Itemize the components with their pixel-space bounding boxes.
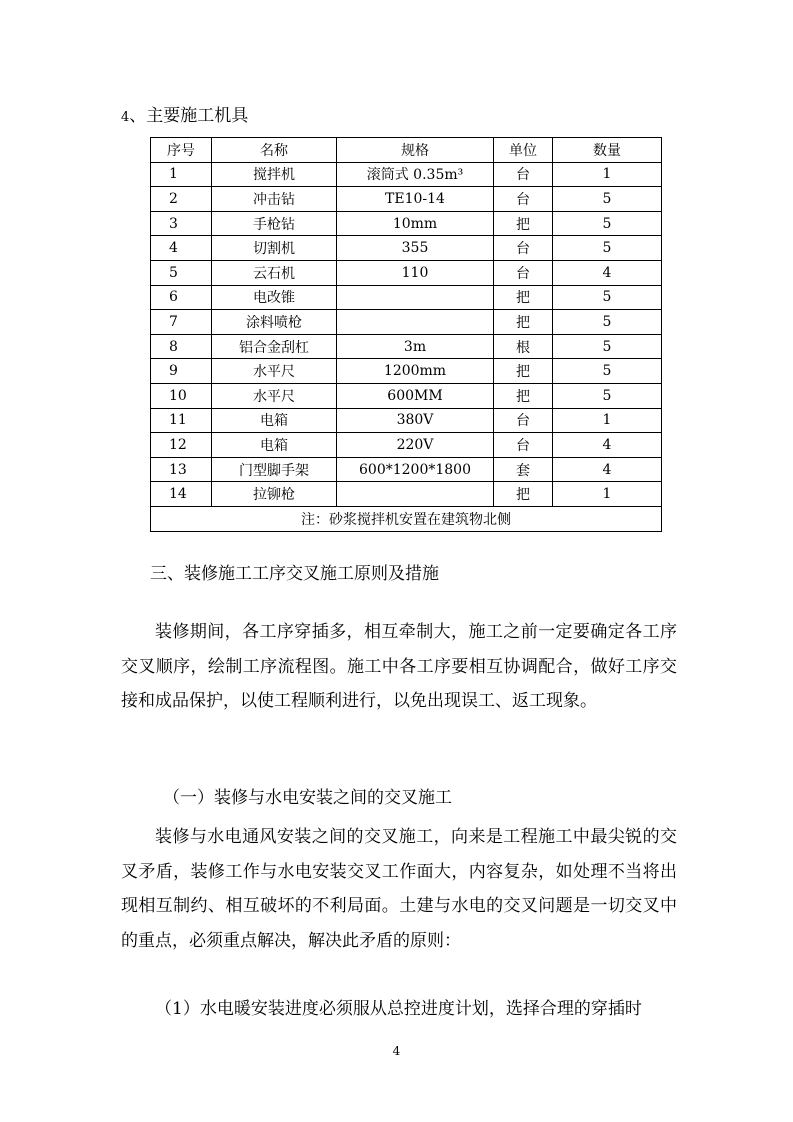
cell-unit: 把 <box>494 359 553 384</box>
cell-unit: 把 <box>494 482 553 507</box>
cell-spec: 1200mm <box>337 359 494 384</box>
cell-index: 2 <box>151 187 212 212</box>
cell-quantity: 5 <box>553 211 662 236</box>
cell-name: 电改锥 <box>212 285 337 310</box>
cell-spec: 220V <box>337 433 494 458</box>
cell-unit: 套 <box>494 457 553 482</box>
paragraph-cross-construction: 装修与水电通风安装之间的交叉施工，向来是工程施工中最尖锐的交叉矛盾，装修工作与水电安装交叉工作面大，内容复杂，如处理不当将出现相互制约、相互破坏的不利局面。土建与水电的交叉问题是一切交叉中的重点，必须重点解决，解决此矛盾的原则： <box>121 827 677 951</box>
table-header-row <box>151 138 662 163</box>
header-cell-name: 名称 <box>212 138 337 163</box>
cell-spec: 600*1200*1800 <box>337 457 494 482</box>
cell-unit: 台 <box>494 187 553 212</box>
cell-spec: 380V <box>337 408 494 433</box>
table-row <box>151 236 662 261</box>
table-row <box>151 359 662 384</box>
cell-unit: 台 <box>494 433 553 458</box>
cell-quantity: 5 <box>553 285 662 310</box>
paragraph-principle-1: （1）水电暖安装进度必须服从总控进度计划，选择合理的穿插时 <box>155 999 642 1019</box>
cell-unit: 把 <box>494 383 553 408</box>
cell-index: 1 <box>151 162 212 187</box>
cell-spec <box>337 285 494 310</box>
cell-quantity: 5 <box>553 383 662 408</box>
cell-index: 3 <box>151 211 212 236</box>
section-heading-three: 三、装修施工工序交叉施工原则及措施 <box>150 564 439 584</box>
page-number: 4 <box>392 1044 401 1058</box>
table-row <box>151 285 662 310</box>
cell-quantity: 5 <box>553 334 662 359</box>
table-row <box>151 433 662 458</box>
cell-name: 切割机 <box>212 236 337 261</box>
cell-name: 电箱 <box>212 433 337 458</box>
cell-unit: 根 <box>494 334 553 359</box>
cell-index: 12 <box>151 433 212 458</box>
cell-quantity: 5 <box>553 187 662 212</box>
cell-quantity: 1 <box>553 408 662 433</box>
cell-index: 11 <box>151 408 212 433</box>
cell-name: 门型脚手架 <box>212 457 337 482</box>
cell-name: 涂料喷枪 <box>212 310 337 335</box>
cell-spec: 滚筒式 0.35m³ <box>337 162 494 187</box>
cell-unit: 把 <box>494 310 553 335</box>
cell-name: 拉铆枪 <box>212 482 337 507</box>
cell-spec <box>337 310 494 335</box>
section-title <box>121 105 248 129</box>
cell-name: 铝合金刮杠 <box>212 334 337 359</box>
cell-spec: TE10-14 <box>337 187 494 212</box>
cell-name: 云石机 <box>212 260 337 285</box>
equipment-table <box>150 137 662 532</box>
cell-unit: 台 <box>494 260 553 285</box>
cell-quantity: 4 <box>553 457 662 482</box>
table-note: 注：砂浆搅拌机安置在建筑物北侧 <box>151 506 662 531</box>
cell-spec: 3m <box>337 334 494 359</box>
section-number: 4 <box>121 110 130 125</box>
subheading-plumbing-electrical: （一）装修与水电安装之间的交叉施工 <box>163 788 452 808</box>
table-row <box>151 211 662 236</box>
cell-spec: 355 <box>337 236 494 261</box>
cell-name: 搅拌机 <box>212 162 337 187</box>
table-row <box>151 457 662 482</box>
cell-index: 13 <box>151 457 212 482</box>
table-row <box>151 187 662 212</box>
paragraph-overview: 装修期间，各工序穿插多，相互牵制大，施工之前一定要确定各工序交叉顺序，绘制工序流程图。施工中各工序要相互协调配合，做好工序交接和成品保护，以使工程顺利进行，以免出现误工、返工现象。 <box>121 622 677 711</box>
cell-index: 7 <box>151 310 212 335</box>
cell-name: 冲击钻 <box>212 187 337 212</box>
cell-name: 电箱 <box>212 408 337 433</box>
section-title-text: 主要施工机具 <box>146 106 249 126</box>
cell-name: 水平尺 <box>212 383 337 408</box>
cell-index: 14 <box>151 482 212 507</box>
cell-quantity: 4 <box>553 260 662 285</box>
cell-quantity: 5 <box>553 236 662 261</box>
cell-index: 4 <box>151 236 212 261</box>
cell-quantity: 1 <box>553 482 662 507</box>
table-row <box>151 408 662 433</box>
header-cell-unit: 单位 <box>494 138 553 163</box>
cell-index: 6 <box>151 285 212 310</box>
table-row <box>151 162 662 187</box>
table-row <box>151 383 662 408</box>
cell-spec: 110 <box>337 260 494 285</box>
table-row <box>151 260 662 285</box>
header-cell-quantity: 数量 <box>553 138 662 163</box>
header-cell-spec: 规格 <box>337 138 494 163</box>
header-cell-index: 序号 <box>151 138 212 163</box>
cell-unit: 台 <box>494 162 553 187</box>
cell-unit: 把 <box>494 211 553 236</box>
table-row <box>151 482 662 507</box>
cell-spec <box>337 482 494 507</box>
cell-unit: 台 <box>494 236 553 261</box>
table-row <box>151 334 662 359</box>
cell-index: 10 <box>151 383 212 408</box>
cell-name: 水平尺 <box>212 359 337 384</box>
cell-index: 8 <box>151 334 212 359</box>
cell-spec: 600MM <box>337 383 494 408</box>
table-row <box>151 310 662 335</box>
cell-quantity: 1 <box>553 162 662 187</box>
section-separator: 、 <box>129 106 147 126</box>
cell-unit: 台 <box>494 408 553 433</box>
cell-quantity: 5 <box>553 310 662 335</box>
cell-quantity: 4 <box>553 433 662 458</box>
cell-unit: 把 <box>494 285 553 310</box>
cell-index: 5 <box>151 260 212 285</box>
table-note-row <box>151 506 662 531</box>
cell-index: 9 <box>151 359 212 384</box>
cell-spec: 10mm <box>337 211 494 236</box>
cell-name: 手枪钻 <box>212 211 337 236</box>
cell-quantity: 5 <box>553 359 662 384</box>
